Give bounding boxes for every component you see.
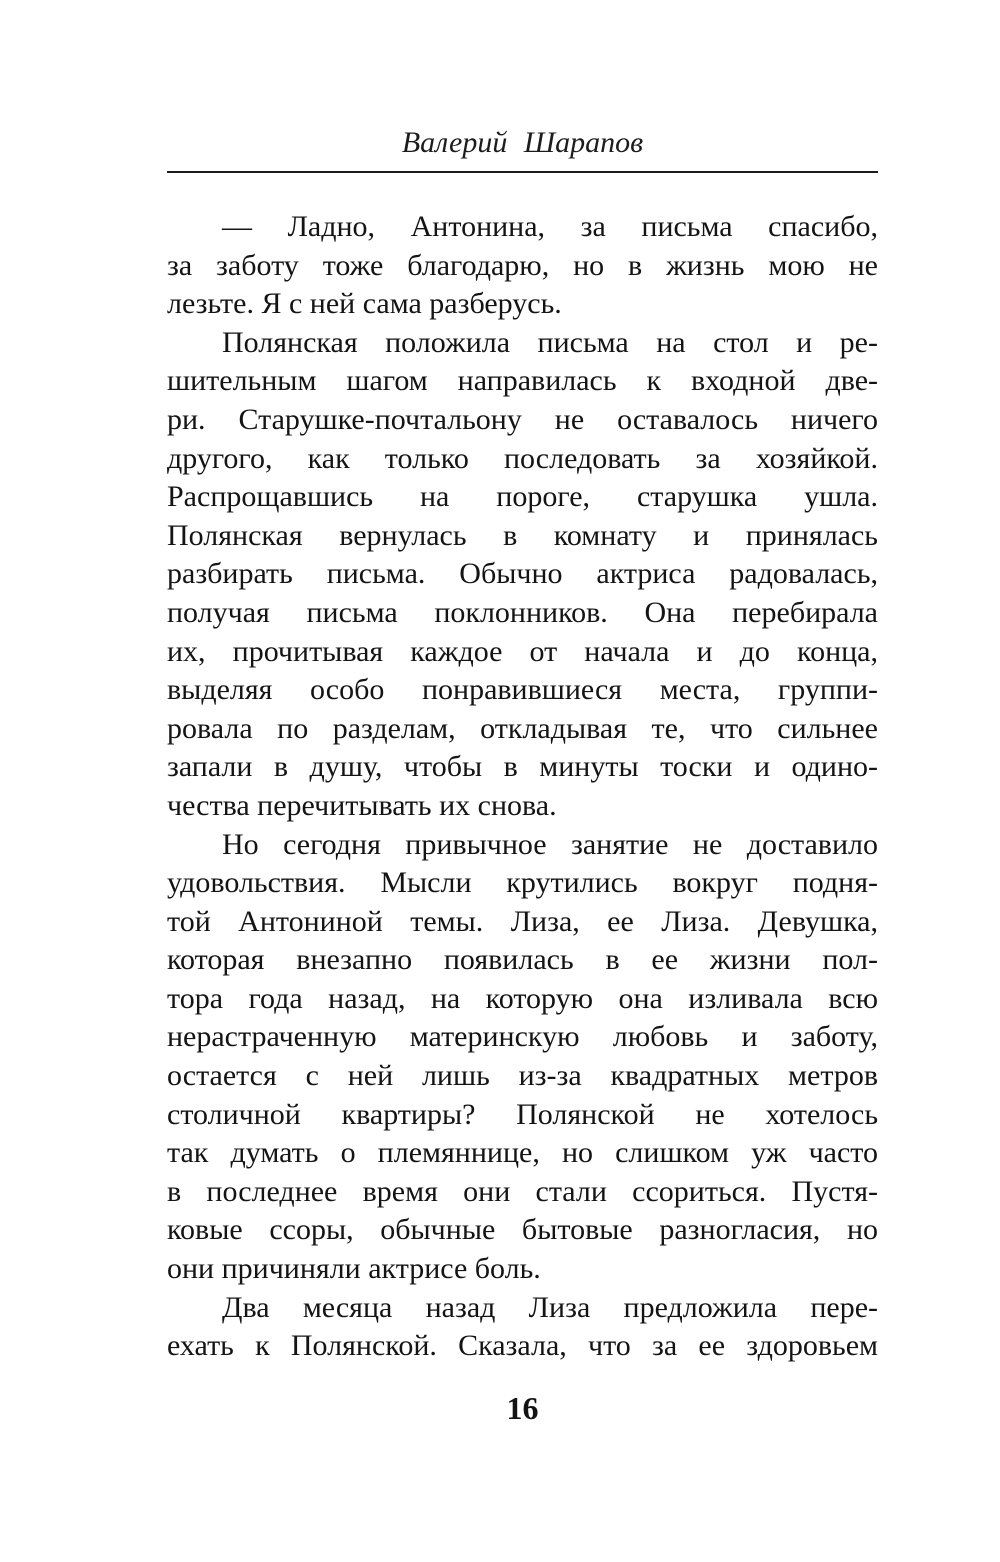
- text-line: остается с ней лишь из-за квадратных метров: [167, 1059, 878, 1093]
- text-line: Но сегодня привычное занятие не доставило: [222, 827, 878, 861]
- text-line: тора года назад, на которую она изливала всю: [167, 981, 878, 1015]
- text-line: ковые ссоры, обычные бытовые разногласия, но: [167, 1213, 878, 1247]
- text-line: Распрощавшись на пороге, старушка ушла.: [167, 480, 878, 514]
- text-line: за заботу тоже благодарю, но в жизнь мою не: [167, 248, 878, 282]
- text-line: ровала по разделам, откладывая те, что сильнее: [167, 711, 878, 745]
- text-line: в последнее время они стали ссориться. Пустя-: [167, 1174, 878, 1208]
- text-line: — Ладно, Антонина, за письма спасибо,: [222, 210, 878, 243]
- text-line: нерастраченную материнскую любовь и заботу,: [167, 1020, 878, 1054]
- text-line: той Антониной темы. Лиза, ее Лиза. Девушка,: [167, 904, 878, 938]
- text-line: выделяя особо понравившиеся места, группи-: [167, 673, 878, 707]
- text-line: шительным шагом направилась к входной две-: [167, 364, 878, 398]
- text-line: столичной квартиры? Полянской не хотелось: [167, 1097, 878, 1131]
- text-line: которая внезапно появилась в ее жизни пол-: [167, 943, 878, 977]
- text-line: разбирать письма. Обычно актриса радовалась,: [167, 557, 878, 591]
- text-line: так думать о племяннице, но слишком уж часто: [167, 1136, 878, 1170]
- text-line: ри. Старушке-почтальону не оставалось ничего: [167, 402, 878, 436]
- text-line: Два месяца назад Лиза предложила пере-: [222, 1290, 878, 1324]
- running-header-author: Валерий Шарапов: [401, 126, 644, 159]
- text-line: Полянская положила письма на стол и ре-: [222, 325, 878, 359]
- text-line: Полянская вернулась в комнату и принялась: [167, 518, 878, 552]
- page-number: 16: [506, 1390, 539, 1426]
- text-line: они причиняли актрисе боль.: [167, 1252, 541, 1286]
- text-line: ехать к Полянской. Сказала, что за ее здоровьем: [167, 1329, 878, 1363]
- body-text: [167, 208, 878, 1366]
- text-line: лезьте. Я с ней сама разберусь.: [167, 287, 562, 321]
- header-rule: [167, 171, 878, 173]
- text-line: удовольствия. Мысли крутились вокруг подня-: [167, 866, 878, 900]
- text-line: запали в душу, чтобы в минуты тоски и одино-: [167, 750, 878, 784]
- text-line: их, прочитывая каждое от начала и до конца,: [167, 634, 878, 668]
- text-line: чества перечитывать их снова.: [167, 788, 557, 822]
- text-line: получая письма поклонников. Она перебирала: [167, 595, 878, 629]
- text-line: другого, как только последовать за хозяйкой.: [167, 441, 878, 475]
